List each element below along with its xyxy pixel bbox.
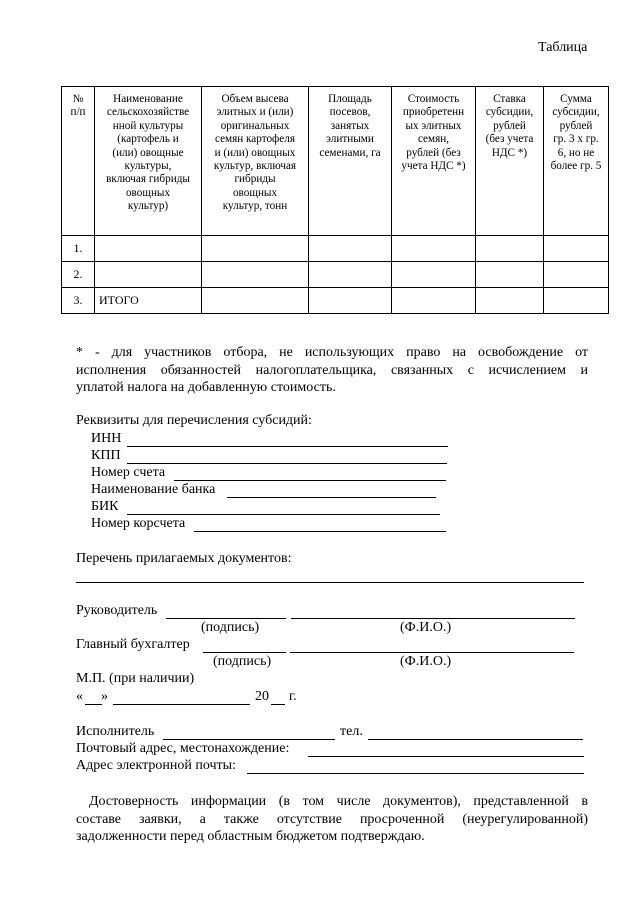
field-account-line[interactable] bbox=[174, 480, 446, 481]
phone-line[interactable] bbox=[368, 739, 583, 740]
header-cell bbox=[544, 87, 609, 236]
header-line: более гр. 5 bbox=[550, 160, 602, 173]
header-cell bbox=[392, 87, 476, 236]
header-line: семян картофеля bbox=[214, 133, 296, 146]
header-line: культур, тонн bbox=[222, 200, 288, 213]
date-open-quote: « bbox=[76, 689, 83, 704]
date-close-quote: » bbox=[101, 689, 108, 704]
subsidy-table bbox=[61, 86, 609, 314]
header-line: (без учета bbox=[485, 133, 534, 146]
header-line: (картофель и bbox=[117, 133, 179, 146]
field-kpp-line[interactable] bbox=[127, 463, 447, 464]
header-line: Объем высева bbox=[221, 93, 289, 105]
accountant-sign-hint: (подпись) bbox=[213, 654, 272, 669]
phone-label: тел. bbox=[340, 724, 363, 739]
header-line: субсидии, bbox=[552, 106, 600, 119]
header-line: НДС *) bbox=[491, 146, 528, 159]
field-bik-line[interactable] bbox=[127, 514, 440, 515]
accountant-name-hint: (Ф.И.О.) bbox=[400, 654, 452, 669]
table-caption: Таблица bbox=[538, 40, 588, 55]
header-line: ых элитных bbox=[405, 119, 462, 132]
address-label: Почтовый адрес, местонахождение: bbox=[76, 741, 290, 756]
header-cell bbox=[309, 87, 392, 236]
header-line: учета НДС *) bbox=[401, 160, 466, 173]
header-line: включая гибриды bbox=[106, 173, 190, 186]
address-line[interactable] bbox=[308, 756, 584, 757]
header-line: (или) овощные bbox=[112, 146, 184, 159]
field-inn-line[interactable] bbox=[127, 446, 448, 447]
table-row bbox=[62, 262, 609, 288]
date-year-suffix: г. bbox=[289, 689, 297, 704]
header-line: культуры, bbox=[124, 160, 172, 173]
field-corr-line[interactable] bbox=[194, 531, 446, 532]
header-line: оригинальных bbox=[220, 119, 290, 132]
executor-line[interactable] bbox=[163, 739, 335, 740]
head-sign-line[interactable] bbox=[166, 618, 286, 619]
row-number: 1. bbox=[62, 236, 95, 262]
header-cell bbox=[476, 87, 544, 236]
header-cell bbox=[95, 87, 202, 236]
accountant-name-line[interactable] bbox=[290, 652, 574, 653]
header-line: сельскохозяйстве bbox=[106, 106, 190, 119]
field-inn-label: ИНН bbox=[91, 431, 122, 446]
header-line: рублей bbox=[559, 119, 593, 132]
header-line: элитными bbox=[326, 133, 374, 146]
head-name-line[interactable] bbox=[291, 618, 575, 619]
header-line: № bbox=[72, 93, 84, 105]
head-name-hint: (Ф.И.О.) bbox=[400, 620, 452, 635]
header-line: Стоимость bbox=[407, 93, 460, 105]
header-line: нной культуры bbox=[112, 119, 184, 132]
field-account-label: Номер счета bbox=[91, 465, 166, 480]
header-line: культур, включая bbox=[213, 160, 297, 173]
header-line: Ставка bbox=[493, 93, 526, 105]
date-year-prefix: 20 bbox=[255, 689, 269, 704]
header-cell bbox=[202, 87, 309, 236]
header-line: семян, bbox=[417, 133, 450, 146]
date-day-line[interactable] bbox=[85, 704, 102, 705]
table-row bbox=[62, 236, 609, 262]
row-name bbox=[95, 262, 202, 288]
header-line: семенами, га bbox=[319, 146, 381, 159]
header-line: занятых bbox=[330, 119, 370, 132]
header-line: гибриды bbox=[234, 173, 276, 186]
header-line: Наименование bbox=[113, 93, 183, 105]
header-line: овощных bbox=[232, 186, 278, 199]
field-bank-line[interactable] bbox=[227, 497, 436, 498]
row-number: 2. bbox=[62, 262, 95, 288]
row-number: 3. bbox=[62, 288, 95, 314]
row-name: ИТОГО bbox=[95, 288, 202, 314]
footnote: * - для участников отбора, не использующих право на освобождение от исполнения обязанностей налогоплательщика, связанных с исчислением и уплатой налога на добавленную стоимость. bbox=[76, 345, 588, 395]
date-year-line[interactable] bbox=[271, 704, 285, 705]
header-line: Сумма bbox=[560, 93, 592, 105]
date-month-line[interactable] bbox=[113, 704, 250, 705]
head-label: Руководитель bbox=[76, 603, 158, 618]
field-bank-label: Наименование банка bbox=[91, 482, 216, 497]
header-line: субсидии, bbox=[485, 106, 534, 119]
email-line[interactable] bbox=[247, 773, 584, 774]
header-line: и (или) овощных bbox=[214, 146, 296, 159]
confirmation: Достоверность информации (в том числе документов), представленной в составе заявки, а также отсутствие просроченной (неурегулированной) задолженности перед областным бюджетом подтверждаю. bbox=[76, 794, 588, 844]
documents-line[interactable] bbox=[76, 582, 584, 583]
row-name bbox=[95, 236, 202, 262]
stamp-label: М.П. (при наличии) bbox=[76, 671, 195, 686]
header-line: 6, но не bbox=[557, 146, 595, 159]
header-cell bbox=[62, 87, 95, 236]
header-line: культур) bbox=[127, 200, 169, 213]
accountant-label: Главный бухгалтер bbox=[76, 637, 190, 652]
table-header-row bbox=[62, 87, 609, 236]
field-kpp-label: КПП bbox=[91, 448, 121, 463]
header-line: п/п bbox=[70, 106, 86, 119]
header-line: гр. 3 х гр. bbox=[553, 133, 599, 146]
header-line: элитных и (или) bbox=[216, 106, 294, 119]
field-corr-label: Номер корсчета bbox=[91, 516, 186, 531]
header-line: рублей bbox=[493, 119, 526, 132]
accountant-sign-line[interactable] bbox=[203, 652, 286, 653]
email-label: Адрес электронной почты: bbox=[76, 758, 236, 773]
executor-label: Исполнитель bbox=[76, 724, 155, 739]
header-line: Площадь bbox=[328, 93, 372, 105]
requisites-title: Реквизиты для перечисления субсидий: bbox=[76, 413, 312, 428]
header-line: рублей (без bbox=[406, 146, 461, 159]
field-bik-label: БИК bbox=[91, 499, 119, 514]
table-row bbox=[62, 288, 609, 314]
header-line: овощных bbox=[125, 186, 171, 199]
header-line: приобретенн bbox=[402, 106, 465, 119]
documents-title: Перечень прилагаемых документов: bbox=[76, 551, 292, 566]
header-line: посевов, bbox=[329, 106, 371, 119]
head-sign-hint: (подпись) bbox=[201, 620, 260, 635]
